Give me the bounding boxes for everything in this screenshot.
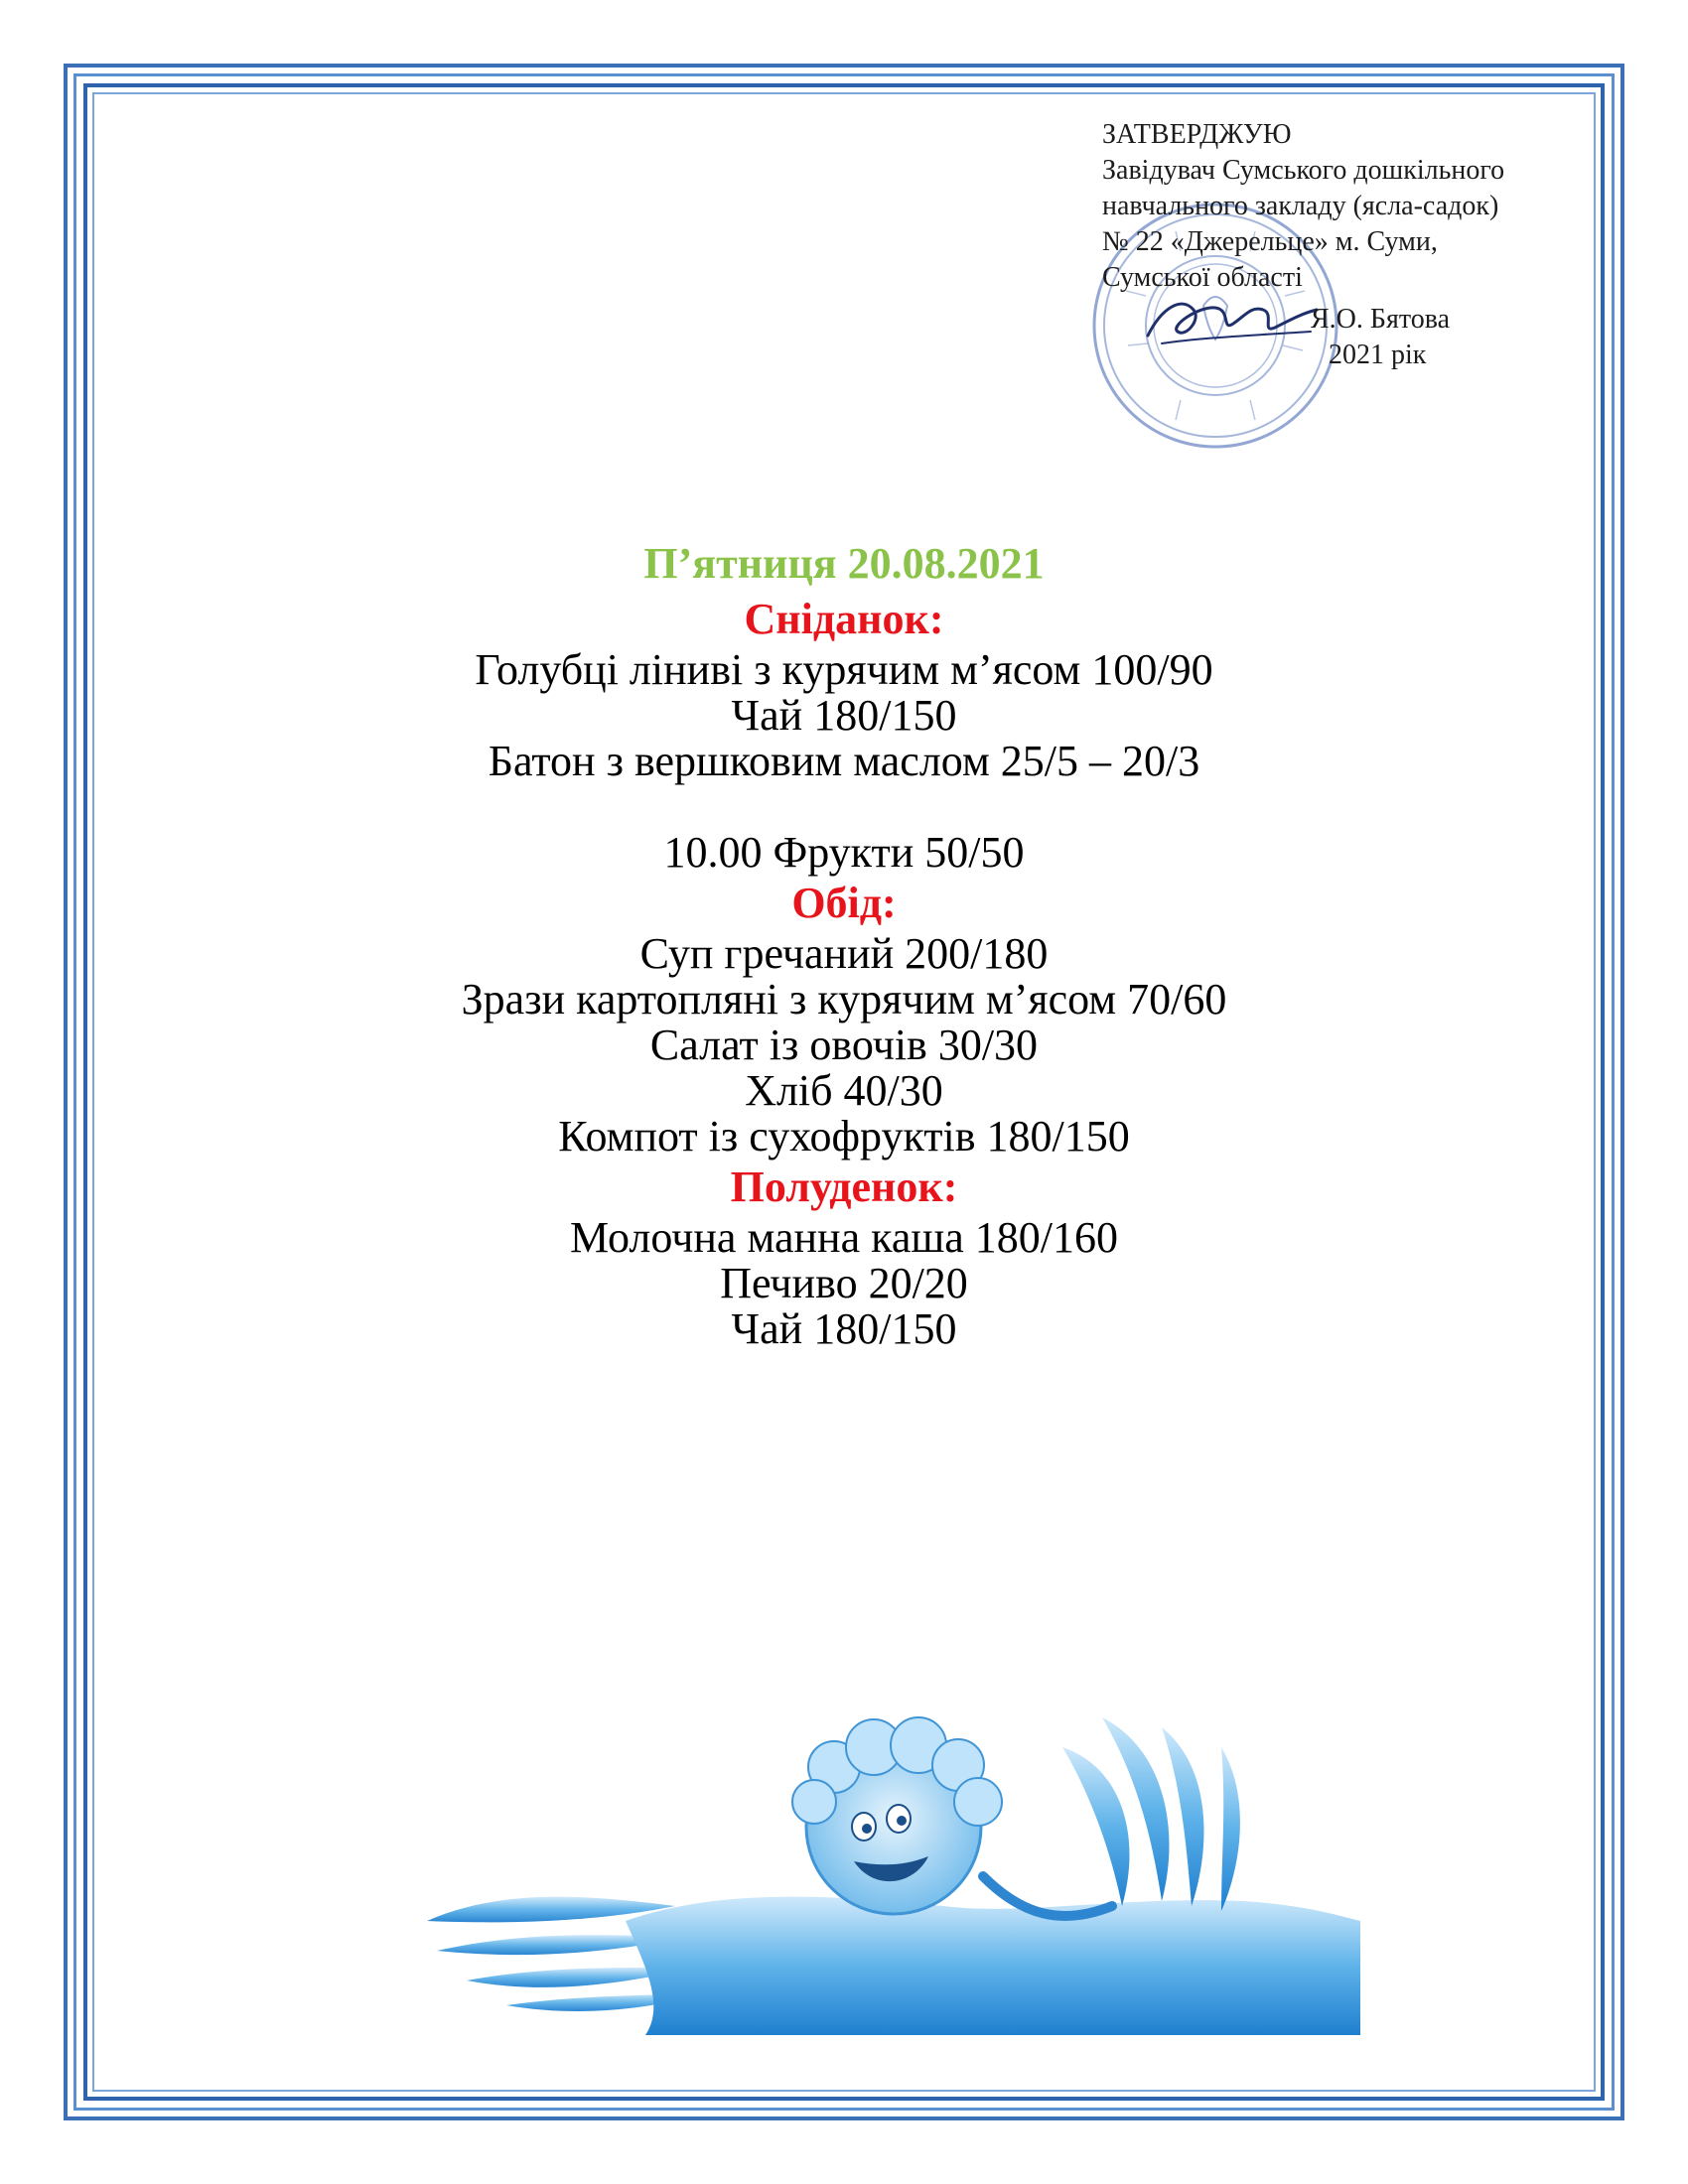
approval-institution: навчального закладу (ясла-садок)	[1102, 191, 1499, 221]
menu-item: Суп гречаний 200/180	[639, 929, 1049, 978]
signature-icon	[1142, 288, 1321, 357]
menu-item: Молочна манна каша 180/160	[569, 1213, 1119, 1262]
snack-item: 10.00 Фрукти 50/50	[663, 828, 1025, 877]
menu-day: П’ятниця 20.08.2021	[643, 539, 1045, 588]
menu-item: Чай 180/150	[731, 1304, 957, 1353]
approval-institution-number: № 22 «Джерельце» м. Суми,	[1102, 226, 1438, 257]
approval-signer: Я.О. Бятова	[1311, 304, 1450, 335]
menu-item: Чай 180/150	[731, 691, 957, 740]
approval-year: 2021 рік	[1329, 340, 1427, 370]
breakfast-heading: Сніданок:	[744, 595, 944, 643]
daily-menu	[298, 536, 1390, 1352]
approval-block	[1102, 117, 1579, 370]
menu-item: Голубці ліниві з курячим м’ясом 100/90	[475, 645, 1213, 694]
spacer	[298, 784, 1390, 830]
approval-region: Сумської області	[1102, 262, 1303, 293]
menu-item: Компот із сухофруктів 180/150	[558, 1112, 1130, 1160]
afternoon-snack-heading: Полуденок:	[730, 1162, 958, 1211]
menu-item: Зрази картопляні з курячим м’ясом 70/60	[461, 975, 1227, 1024]
menu-item: Печиво 20/20	[720, 1259, 968, 1307]
approval-title: ЗАТВЕРДЖУЮ	[1102, 119, 1292, 150]
menu-item: Салат із овочів 30/30	[649, 1021, 1039, 1069]
lunch-heading: Обід:	[791, 879, 897, 927]
water-mascot-illustration-icon	[427, 1707, 1360, 2035]
menu-item: Хліб 40/30	[745, 1066, 943, 1115]
approval-position: Завідувач Сумського дошкільного	[1102, 155, 1505, 186]
menu-item: Батон з вершковим маслом 25/5 – 20/3	[488, 737, 1200, 785]
